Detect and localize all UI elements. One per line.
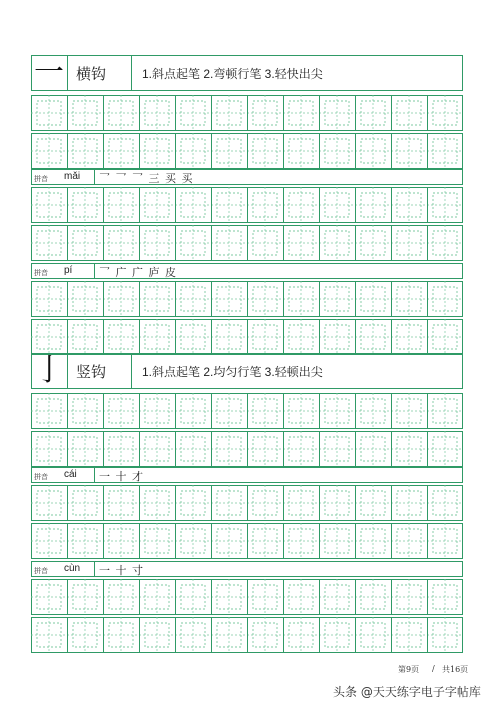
- practice-cell: [211, 225, 247, 261]
- practice-cell: [391, 225, 427, 261]
- practice-cell: [211, 393, 247, 429]
- grid-divider: [211, 393, 212, 429]
- pinyin-bar: [31, 263, 463, 279]
- practice-cell: [175, 431, 211, 467]
- grid-divider: [247, 617, 248, 653]
- practice-cell: [67, 319, 103, 355]
- practice-cell: [103, 133, 139, 169]
- practice-cell: [247, 617, 283, 653]
- practice-cell: [283, 579, 319, 615]
- header-divider: [131, 55, 132, 91]
- grid-divider: [355, 431, 356, 467]
- practice-cell: [355, 617, 391, 653]
- practice-cell: [67, 431, 103, 467]
- practice-cell: [67, 225, 103, 261]
- practice-cell: [319, 281, 355, 317]
- practice-cell: [211, 187, 247, 223]
- grid-divider: [175, 95, 176, 131]
- grid-divider: [319, 485, 320, 521]
- grid-divider: [175, 225, 176, 261]
- grid-divider: [427, 431, 428, 467]
- practice-cell: [391, 523, 427, 559]
- grid-divider: [391, 319, 392, 355]
- grid-divider: [391, 225, 392, 261]
- practice-cell: [139, 319, 175, 355]
- practice-cell: [283, 523, 319, 559]
- grid-divider: [427, 319, 428, 355]
- grid-divider: [175, 133, 176, 169]
- grid-divider: [427, 579, 428, 615]
- grid-divider: [247, 393, 248, 429]
- grid-divider: [211, 133, 212, 169]
- stroke-icon: 亅: [34, 353, 64, 388]
- practice-cell: [67, 523, 103, 559]
- pinyin-label: 拼音: [34, 175, 48, 183]
- practice-cell: [211, 133, 247, 169]
- grid-divider: [247, 187, 248, 223]
- header-divider: [67, 353, 68, 389]
- grid-divider: [283, 523, 284, 559]
- model-character: [31, 579, 67, 615]
- grid-divider: [319, 431, 320, 467]
- practice-cell: [283, 393, 319, 429]
- grid-divider: [427, 485, 428, 521]
- grid-divider: [283, 617, 284, 653]
- pinyin-divider: [94, 561, 95, 577]
- grid-divider: [175, 523, 176, 559]
- grid-divider: [247, 319, 248, 355]
- grid-divider: [247, 95, 248, 131]
- trace-character: [67, 579, 103, 615]
- practice-cell: [319, 133, 355, 169]
- stroke-order: 乛 广 广 庐 皮: [99, 266, 177, 279]
- grid-divider: [355, 579, 356, 615]
- practice-cell: [283, 485, 319, 521]
- grid-divider: [427, 281, 428, 317]
- practice-cell: [103, 319, 139, 355]
- stroke-name: 横钩: [76, 65, 107, 83]
- grid-divider: [139, 319, 140, 355]
- practice-cell: [175, 523, 211, 559]
- grid-divider: [175, 617, 176, 653]
- stroke-order: 一 十 寸: [99, 564, 144, 577]
- pinyin-label: 拼音: [34, 473, 48, 481]
- grid-divider: [139, 431, 140, 467]
- grid-divider: [139, 225, 140, 261]
- practice-cell: [319, 95, 355, 131]
- practice-cell: [427, 393, 463, 429]
- grid-divider: [283, 485, 284, 521]
- trace-character: [67, 485, 103, 521]
- grid-divider: [103, 133, 104, 169]
- practice-cell: [391, 393, 427, 429]
- trace-stroke: [67, 393, 103, 429]
- grid-divider: [247, 225, 248, 261]
- grid-divider: [139, 523, 140, 559]
- practice-cell: [355, 133, 391, 169]
- trace-character: [103, 485, 139, 521]
- grid-divider: [283, 133, 284, 169]
- practice-cell: [391, 187, 427, 223]
- grid-divider: [283, 393, 284, 429]
- grid-divider: [211, 579, 212, 615]
- demo-stroke: [31, 393, 67, 429]
- grid-divider: [175, 431, 176, 467]
- trace-character: [139, 187, 175, 223]
- practice-cell: [391, 95, 427, 131]
- practice-cell: [247, 225, 283, 261]
- grid-divider: [247, 431, 248, 467]
- grid-divider: [283, 579, 284, 615]
- grid-divider: [247, 133, 248, 169]
- practice-cell: [391, 281, 427, 317]
- practice-cell: [175, 617, 211, 653]
- practice-cell: [211, 95, 247, 131]
- grid-divider: [283, 319, 284, 355]
- practice-cell: [31, 319, 67, 355]
- practice-cell: [283, 133, 319, 169]
- grid-divider: [319, 95, 320, 131]
- pinyin-bar: [31, 561, 463, 577]
- practice-cell: [175, 187, 211, 223]
- pinyin-text: cái: [64, 469, 77, 480]
- trace-character: [139, 281, 175, 317]
- grid-divider: [211, 319, 212, 355]
- grid-divider: [427, 95, 428, 131]
- practice-cell: [211, 281, 247, 317]
- practice-cell: [211, 617, 247, 653]
- practice-cell: [391, 133, 427, 169]
- trace-stroke: [139, 393, 175, 429]
- trace-character: [103, 187, 139, 223]
- grid-divider: [427, 393, 428, 429]
- practice-cell: [211, 579, 247, 615]
- practice-cell: [103, 617, 139, 653]
- model-character: [31, 187, 67, 223]
- grid-divider: [139, 133, 140, 169]
- grid-divider: [247, 281, 248, 317]
- grid-divider: [211, 523, 212, 559]
- trace-character: [103, 281, 139, 317]
- pinyin-divider: [94, 169, 95, 185]
- grid-divider: [355, 225, 356, 261]
- practice-cell: [319, 523, 355, 559]
- demo-stroke: [31, 95, 67, 131]
- grid-divider: [103, 225, 104, 261]
- pinyin-text: mǎi: [64, 171, 81, 182]
- practice-cell: [319, 485, 355, 521]
- practice-cell: [319, 187, 355, 223]
- practice-cell: [427, 225, 463, 261]
- practice-cell: [427, 187, 463, 223]
- grid-divider: [283, 225, 284, 261]
- practice-cell: [319, 431, 355, 467]
- grid-divider: [355, 523, 356, 559]
- grid-divider: [391, 523, 392, 559]
- grid-divider: [103, 319, 104, 355]
- practice-cell: [319, 579, 355, 615]
- grid-divider: [319, 393, 320, 429]
- practice-cell: [283, 225, 319, 261]
- trace-character: [139, 485, 175, 521]
- practice-cell: [247, 133, 283, 169]
- practice-cell: [427, 133, 463, 169]
- practice-cell: [283, 187, 319, 223]
- pinyin-divider: [94, 467, 95, 483]
- pinyin-bar: [31, 467, 463, 483]
- grid-divider: [355, 319, 356, 355]
- grid-divider: [355, 393, 356, 429]
- grid-divider: [427, 617, 428, 653]
- model-character: [31, 281, 67, 317]
- grid-divider: [175, 319, 176, 355]
- grid-divider: [355, 187, 356, 223]
- practice-cell: [139, 431, 175, 467]
- grid-divider: [391, 95, 392, 131]
- grid-divider: [283, 187, 284, 223]
- practice-cell: [391, 617, 427, 653]
- model-character: [31, 485, 67, 521]
- practice-cell: [247, 281, 283, 317]
- practice-cell: [427, 95, 463, 131]
- practice-cell: [139, 523, 175, 559]
- practice-cell: [391, 485, 427, 521]
- grid-divider: [391, 485, 392, 521]
- practice-cell: [67, 133, 103, 169]
- grid-divider: [175, 281, 176, 317]
- practice-cell: [319, 393, 355, 429]
- practice-cell: [283, 95, 319, 131]
- grid-divider: [355, 617, 356, 653]
- practice-cell: [103, 431, 139, 467]
- grid-divider: [247, 579, 248, 615]
- grid-divider: [391, 579, 392, 615]
- practice-cell: [355, 579, 391, 615]
- grid-divider: [67, 133, 68, 169]
- practice-cell: [427, 431, 463, 467]
- grid-divider: [319, 523, 320, 559]
- page-total: 共16页: [442, 665, 469, 674]
- trace-stroke: [139, 95, 175, 131]
- grid-divider: [283, 431, 284, 467]
- grid-divider: [211, 187, 212, 223]
- grid-divider: [391, 281, 392, 317]
- grid-divider: [211, 485, 212, 521]
- trace-character: [103, 579, 139, 615]
- practice-cell: [103, 523, 139, 559]
- practice-cell: [211, 485, 247, 521]
- grid-divider: [319, 617, 320, 653]
- practice-cell: [247, 393, 283, 429]
- grid-divider: [211, 431, 212, 467]
- grid-divider: [355, 95, 356, 131]
- grid-divider: [427, 187, 428, 223]
- grid-divider: [67, 225, 68, 261]
- grid-divider: [427, 523, 428, 559]
- practice-cell: [427, 617, 463, 653]
- pinyin-label: 拼音: [34, 269, 48, 277]
- header-divider: [67, 55, 68, 91]
- grid-divider: [67, 523, 68, 559]
- practice-cell: [427, 523, 463, 559]
- grid-divider: [427, 225, 428, 261]
- grid-divider: [319, 225, 320, 261]
- practice-cell: [391, 319, 427, 355]
- practice-cell: [31, 431, 67, 467]
- trace-character: [67, 281, 103, 317]
- practice-cell: [139, 225, 175, 261]
- grid-divider: [211, 617, 212, 653]
- grid-divider: [319, 281, 320, 317]
- page-separator: /: [432, 664, 435, 673]
- practice-cell: [319, 225, 355, 261]
- grid-divider: [175, 187, 176, 223]
- stroke-steps: 1.斜点起笔 2.均匀行笔 3.轻顿出尖: [142, 365, 323, 379]
- pinyin-text: pí: [64, 265, 73, 276]
- practice-cell: [247, 523, 283, 559]
- grid-divider: [103, 617, 104, 653]
- practice-cell: [391, 431, 427, 467]
- grid-divider: [355, 133, 356, 169]
- practice-cell: [247, 95, 283, 131]
- grid-divider: [319, 319, 320, 355]
- pinyin-divider: [94, 263, 95, 279]
- trace-stroke: [103, 95, 139, 131]
- practice-cell: [175, 281, 211, 317]
- practice-cell: [247, 431, 283, 467]
- grid-divider: [319, 187, 320, 223]
- practice-cell: [355, 431, 391, 467]
- practice-cell: [283, 617, 319, 653]
- practice-cell: [427, 579, 463, 615]
- practice-cell: [175, 579, 211, 615]
- grid-divider: [139, 617, 140, 653]
- grid-divider: [391, 133, 392, 169]
- practice-cell: [355, 485, 391, 521]
- pinyin-text: cùn: [64, 563, 81, 574]
- stroke-steps: 1.斜点起笔 2.弯顿行笔 3.轻快出尖: [142, 67, 323, 81]
- grid-divider: [391, 393, 392, 429]
- grid-divider: [247, 485, 248, 521]
- grid-divider: [175, 393, 176, 429]
- practice-cell: [355, 319, 391, 355]
- pinyin-bar: [31, 169, 463, 185]
- practice-cell: [247, 187, 283, 223]
- practice-cell: [355, 95, 391, 131]
- stroke-order: 乛 乛 乛 三 买 买: [99, 172, 194, 185]
- practice-cell: [247, 319, 283, 355]
- practice-cell: [355, 393, 391, 429]
- practice-cell: [427, 281, 463, 317]
- practice-cell: [247, 485, 283, 521]
- grid-divider: [103, 431, 104, 467]
- grid-divider: [247, 523, 248, 559]
- practice-cell: [247, 579, 283, 615]
- practice-cell: [175, 225, 211, 261]
- practice-cell: [175, 95, 211, 131]
- practice-cell: [175, 393, 211, 429]
- grid-divider: [355, 485, 356, 521]
- trace-character: [67, 187, 103, 223]
- practice-cell: [319, 319, 355, 355]
- practice-cell: [283, 281, 319, 317]
- grid-divider: [103, 523, 104, 559]
- watermark: 头条 @天天练字电子字帖库: [333, 685, 481, 699]
- header-divider: [131, 353, 132, 389]
- practice-cell: [139, 617, 175, 653]
- grid-divider: [283, 281, 284, 317]
- trace-stroke: [67, 95, 103, 131]
- grid-divider: [355, 281, 356, 317]
- grid-divider: [391, 187, 392, 223]
- grid-divider: [211, 225, 212, 261]
- stroke-name: 竖钩: [76, 363, 107, 381]
- practice-cell: [427, 319, 463, 355]
- page-number: 第9页: [398, 665, 420, 674]
- trace-stroke: [103, 393, 139, 429]
- practice-cell: [31, 617, 67, 653]
- grid-divider: [391, 431, 392, 467]
- practice-cell: [319, 617, 355, 653]
- practice-cell: [31, 225, 67, 261]
- practice-cell: [175, 485, 211, 521]
- practice-cell: [355, 523, 391, 559]
- grid-divider: [67, 431, 68, 467]
- practice-cell: [427, 485, 463, 521]
- practice-cell: [67, 617, 103, 653]
- practice-cell: [391, 579, 427, 615]
- grid-divider: [391, 617, 392, 653]
- practice-cell: [355, 281, 391, 317]
- grid-divider: [175, 579, 176, 615]
- practice-cell: [211, 523, 247, 559]
- practice-cell: [355, 225, 391, 261]
- pinyin-label: 拼音: [34, 567, 48, 575]
- grid-divider: [319, 579, 320, 615]
- grid-divider: [211, 281, 212, 317]
- practice-cell: [211, 431, 247, 467]
- practice-cell: [283, 319, 319, 355]
- practice-cell: [103, 225, 139, 261]
- practice-cell: [31, 133, 67, 169]
- grid-divider: [427, 133, 428, 169]
- stroke-icon: 一: [34, 55, 64, 90]
- practice-cell: [139, 133, 175, 169]
- grid-divider: [67, 319, 68, 355]
- practice-cell: [283, 431, 319, 467]
- grid-divider: [319, 133, 320, 169]
- grid-divider: [175, 485, 176, 521]
- stroke-order: 一 十 才: [99, 470, 144, 483]
- practice-cell: [355, 187, 391, 223]
- grid-divider: [67, 617, 68, 653]
- practice-cell: [211, 319, 247, 355]
- grid-divider: [211, 95, 212, 131]
- practice-cell: [175, 133, 211, 169]
- grid-divider: [283, 95, 284, 131]
- practice-cell: [175, 319, 211, 355]
- practice-cell: [31, 523, 67, 559]
- trace-character: [139, 579, 175, 615]
